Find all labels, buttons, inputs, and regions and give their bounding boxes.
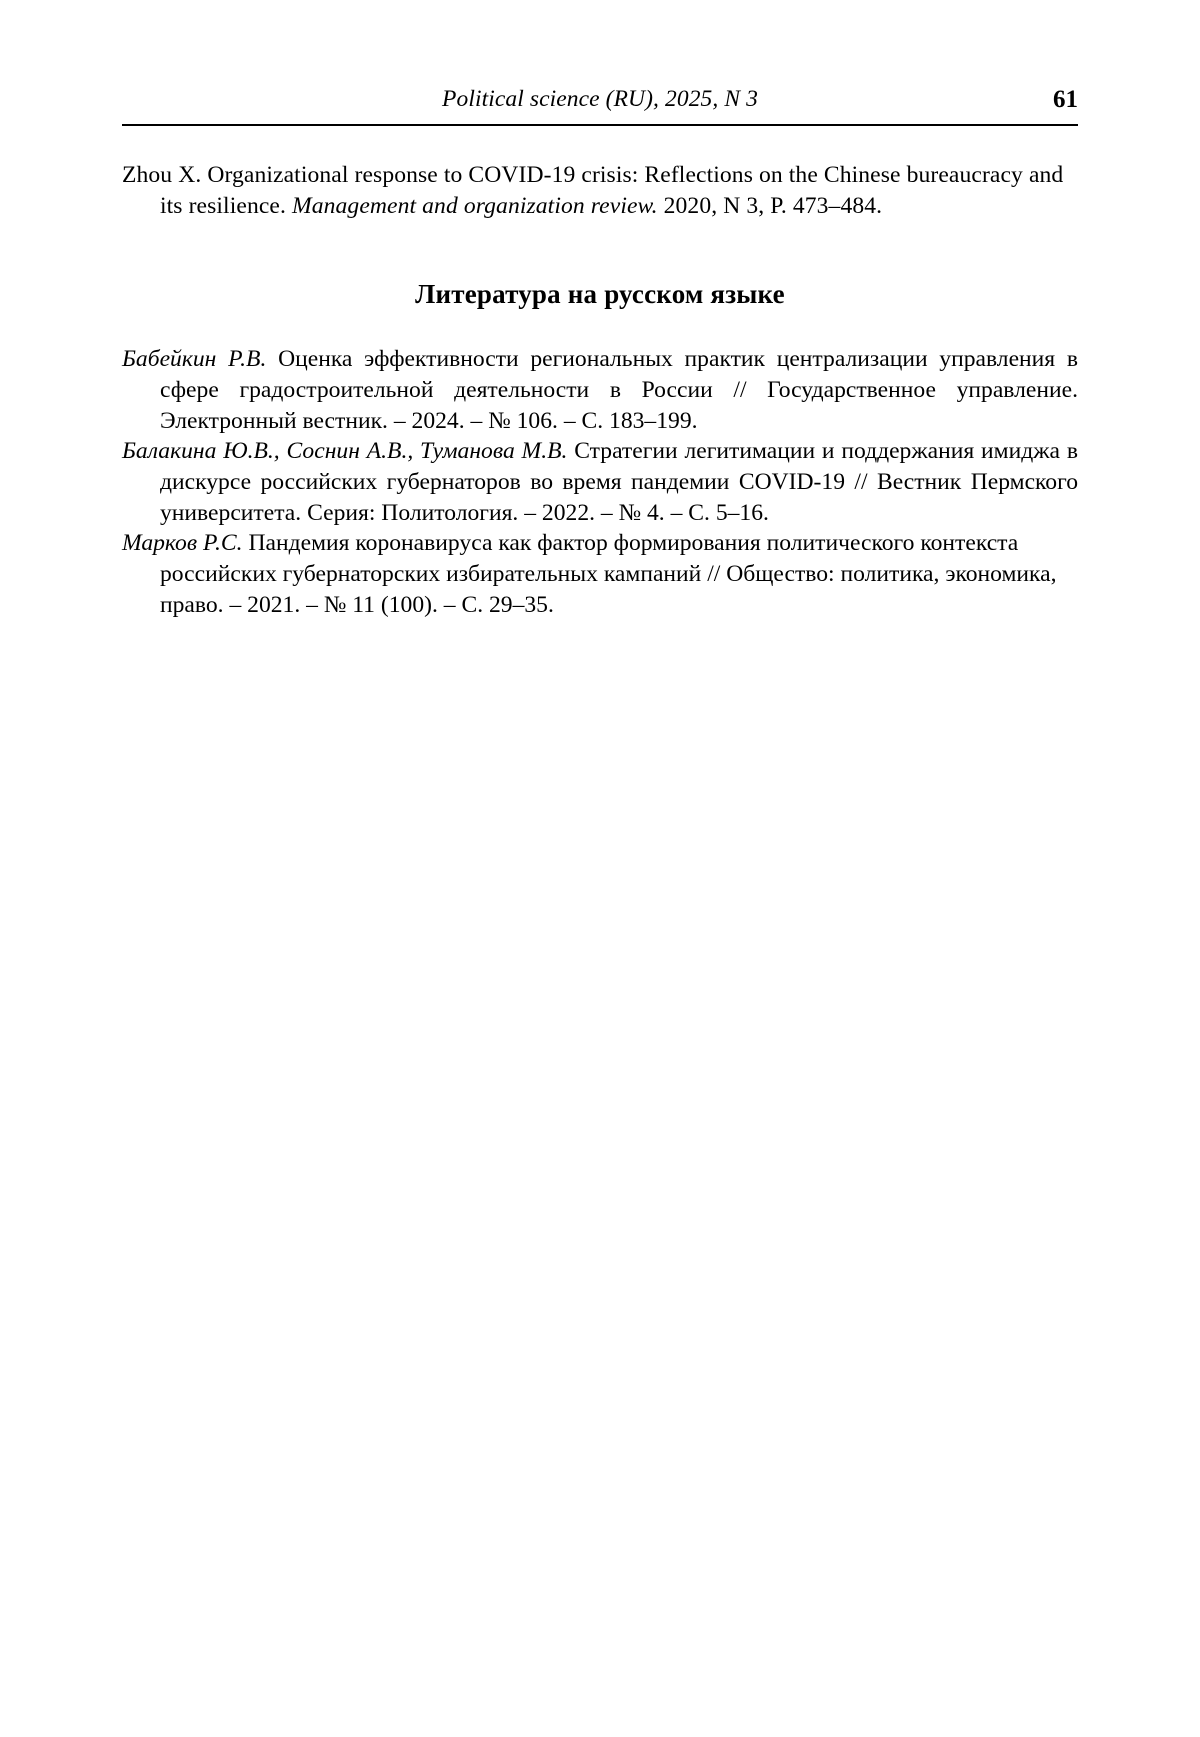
reference-text-before: Organizational response to COVID-19 crisis: Reflections on the Chinese bureaucracy and its resilience. xyxy=(160,162,1064,219)
reference-author: Марков Р.С. xyxy=(122,530,243,557)
reference-source-title: Management and organization review. xyxy=(291,192,658,219)
reference-author: Бабейкин Р.В. xyxy=(122,346,267,373)
header-divider xyxy=(122,124,1078,126)
reference-author: Zhou X. xyxy=(122,162,202,188)
russian-reference-list xyxy=(122,344,1078,620)
section-heading: Литература на русском языке xyxy=(415,279,785,310)
page-header xyxy=(122,86,1078,113)
reference-entry xyxy=(122,344,1078,436)
reference-text: Оценка эффективности региональных практик централизации управления в сфере градостроительной деятельности в России // Государственное управление. Электронный вестник. – 2024. – № 106. – С. 183–199. xyxy=(160,346,1078,434)
reference-entry xyxy=(122,436,1078,528)
english-reference-list xyxy=(122,160,1078,221)
reference-entry xyxy=(122,160,1078,221)
reference-author: Балакина Ю.В., Соснин А.В., Туманова М.В. xyxy=(122,438,568,465)
reference-text: Стратегии легитимации и поддержания имиджа в дискурсе российских губернаторов во время пандемии COVID-19 // Вестник Пермского университета. Серия: Политология. – 2022. – № 4. – С. 5–16. xyxy=(160,438,1078,526)
reference-text: Пандемия коронавируса как фактор формирования политического контекста российских губернаторских избирательных кампаний // Общество: политика, экономика, право. – 2021. – № 11 (100). – С. 29–35. xyxy=(160,530,1057,618)
reference-text-after: 2020, N 3, P. 473–484. xyxy=(657,192,883,219)
page-content xyxy=(122,160,1078,620)
journal-title: Political science (RU), 2025, N 3 xyxy=(442,86,758,112)
reference-entry xyxy=(122,528,1078,620)
page-number: 61 xyxy=(1053,86,1078,113)
